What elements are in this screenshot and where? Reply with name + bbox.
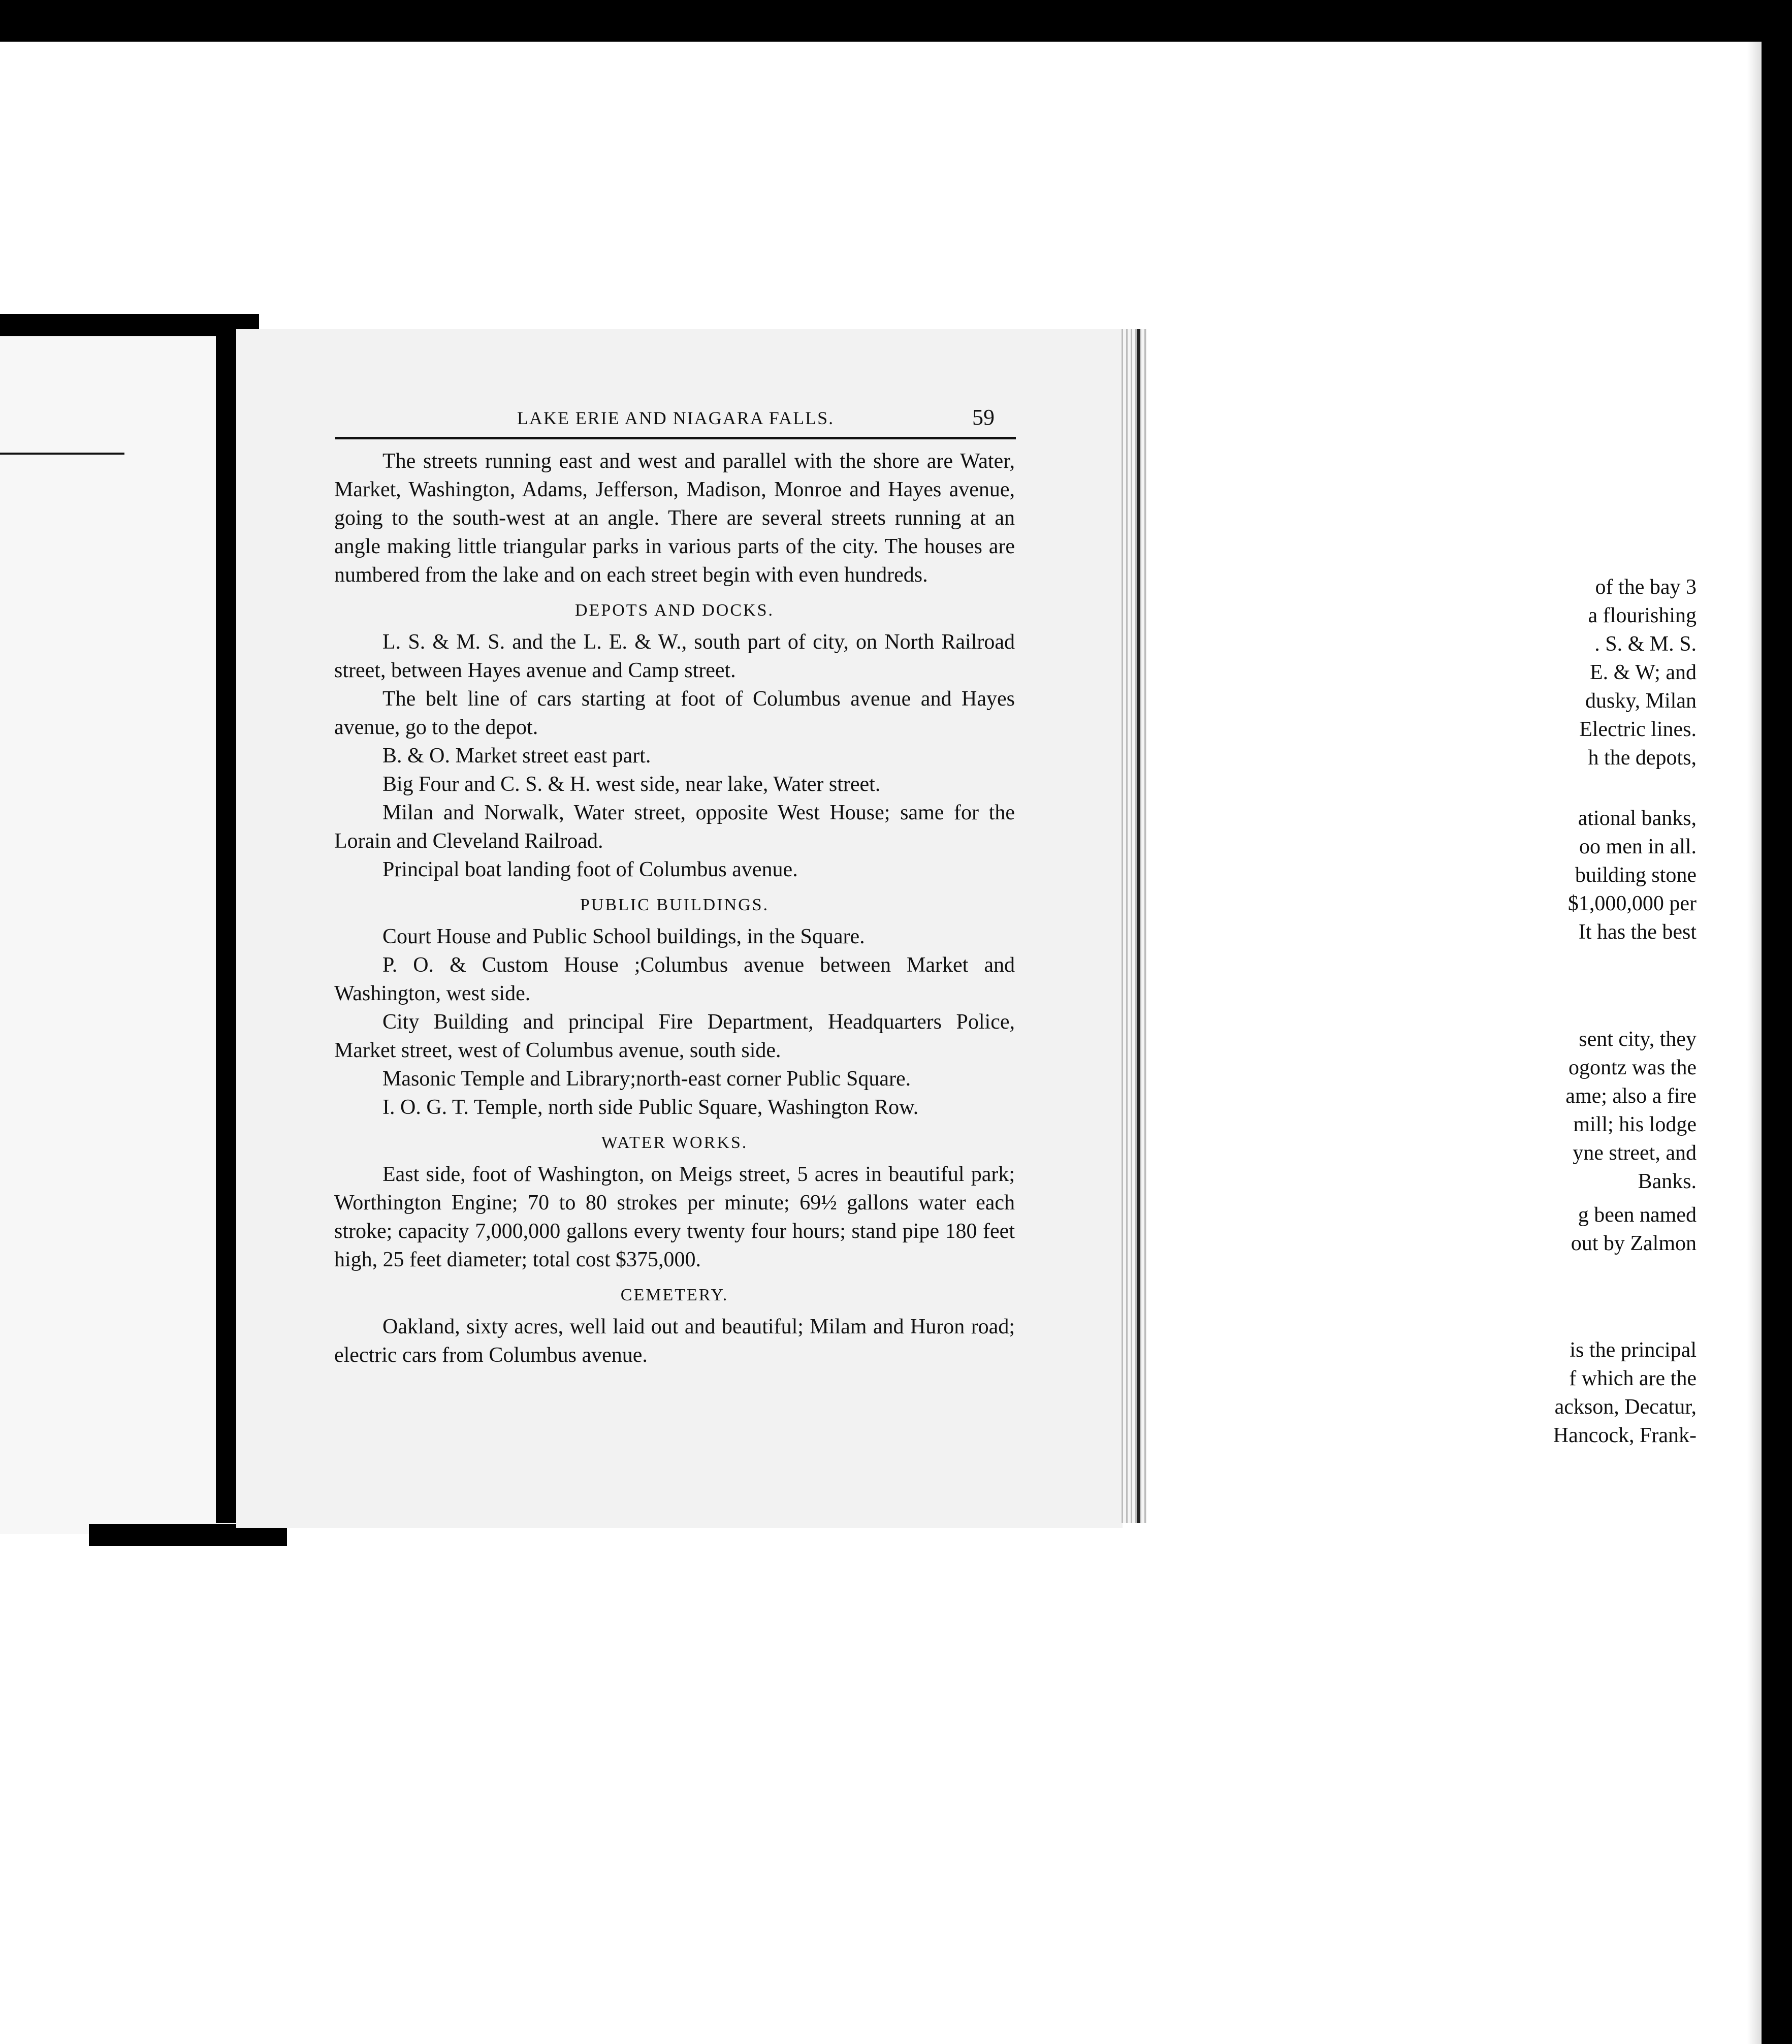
left-fragment: ogontz was the (1569, 1056, 1697, 1079)
left-fragment: a flourishing (1588, 604, 1697, 627)
paragraph: Court House and Public School buildings, in the Square. (382, 925, 865, 948)
paragraph: City Building and principal Fire Department, Headquarters Police, Market street, west of Columbus avenue, south side. (334, 1010, 1015, 1062)
page-stack-edge-line (1137, 329, 1140, 1523)
left-fragment: is the principal (1570, 1338, 1697, 1362)
left-fragment: ackson, Decatur, (1554, 1395, 1697, 1419)
left-fragment: f which are the (1569, 1367, 1697, 1390)
left-fragment: . S. & M. S. (1594, 632, 1697, 656)
paragraph: B. & O. Market street east part. (382, 744, 651, 768)
left-fragment: It has the best (1578, 920, 1697, 944)
left-fragment: dusky, Milan (1585, 689, 1697, 713)
left-fragment: mill; his lodge (1573, 1113, 1697, 1136)
left-fragment: Hancock, Frank- (1553, 1424, 1697, 1447)
paragraph: Big Four and C. S. & H. west side, near lake, Water street. (382, 773, 881, 796)
page-number: 59 (972, 405, 995, 430)
left-facing-page (0, 335, 246, 1534)
paragraph: P. O. & Custom House ;Columbus avenue between Market and Washington, west side. (334, 953, 1015, 1005)
left-fragment: yne street, and (1573, 1141, 1697, 1165)
section-heading-cemetery: CEMETERY. (620, 1286, 729, 1304)
left-fragment: E. & W; and (1590, 661, 1697, 684)
paragraph: Oakland, sixty acres, well laid out and beautiful; Milam and Huron road; electric cars from Columbus avenue. (334, 1315, 1015, 1367)
page-binder-strip (216, 314, 236, 1523)
scan-border-right (1762, 0, 1792, 2044)
left-page-header-rule (0, 453, 124, 455)
left-fragment: ational banks, (1578, 807, 1697, 830)
left-fragment: building stone (1575, 864, 1697, 887)
left-fragment: oo men in all. (1579, 835, 1697, 858)
section-heading-water-works: WATER WORKS. (601, 1133, 748, 1152)
running-title: LAKE ERIE AND NIAGARA FALLS. (517, 408, 835, 428)
header-rule (335, 437, 1016, 439)
page-body (334, 447, 1015, 1369)
left-fragment: Electric lines. (1579, 718, 1697, 741)
left-fragment: Banks. (1638, 1170, 1697, 1193)
paragraph: The belt line of cars starting at foot of Columbus avenue and Hayes avenue, go to the depot. (334, 687, 1015, 739)
section-heading-depots: DEPOTS AND DOCKS. (575, 601, 774, 620)
left-fragment: g been named (1578, 1203, 1697, 1227)
intro-paragraph: The streets running east and west and parallel with the shore are Water, Market, Washington, Adams, Jefferson, Madison, Monroe and Hayes avenue, going to the south-west at an angle. There are several streets running at an angle making little triangular parks in various parts of the city. The houses are numbered from the lake and on each street begin with even hundreds. (334, 450, 1015, 587)
left-fragment: $1,000,000 per (1567, 892, 1697, 915)
left-fragment: of the bay 3 (1595, 576, 1697, 599)
paragraph: Masonic Temple and Library;north-east corner Public Square. (382, 1067, 911, 1091)
paragraph: Principal boat landing foot of Columbus avenue. (382, 858, 798, 881)
page-stack-edge (1122, 329, 1147, 1523)
paragraph: I. O. G. T. Temple, north side Public Square, Washington Row. (382, 1096, 919, 1119)
paragraph: East side, foot of Washington, on Meigs street, 5 acres in beautiful park; Worthington Engine; 70 to 80 strokes per minute; 69½ gallons water each stroke; capacity 7,000,000 gallons every twenty four hours; stand pipe 180 feet high, 25 feet diameter; total cost $375,000. (334, 1163, 1015, 1271)
left-fragment: out by Zalmon (1571, 1232, 1697, 1255)
scan-edge-shadow (1747, 42, 1762, 2044)
left-fragment: h the depots, (1588, 746, 1697, 770)
paragraph: L. S. & M. S. and the L. E. & W., south part of city, on North Railroad street, between Hayes avenue and Camp street. (334, 630, 1015, 682)
scan-border-top (0, 0, 1792, 42)
paragraph: Milan and Norwalk, Water street, opposite West House; same for the Lorain and Cleveland Railroad. (334, 801, 1015, 853)
left-fragment: sent city, they (1579, 1028, 1697, 1051)
section-heading-public-buildings: PUBLIC BUILDINGS. (580, 896, 770, 914)
left-fragment: ame; also a fire (1565, 1084, 1697, 1108)
running-header (335, 404, 1016, 433)
